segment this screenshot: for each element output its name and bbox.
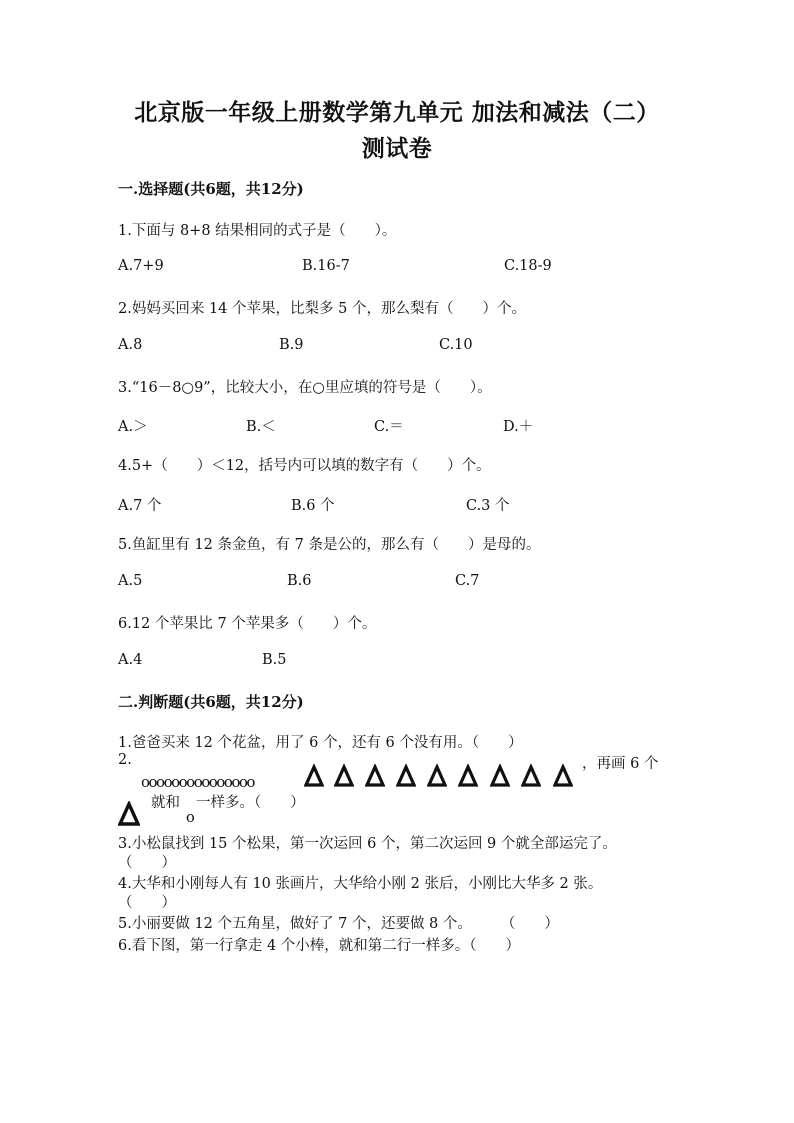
option-6b: B.5 xyxy=(262,652,287,668)
page-title: 北京版一年级上册数学第九单元 加法和减法（二） xyxy=(134,99,660,126)
option-5c: C.7 xyxy=(455,573,480,589)
question-4: 4.5+（ ）＜12，括号内可以填的数字有（ ）个。 xyxy=(118,458,491,474)
option-3c: C.＝ xyxy=(374,419,404,435)
triangle-icon xyxy=(304,764,324,788)
triangle-icon xyxy=(396,764,416,788)
judge-question-4-paren: （ ） xyxy=(118,895,176,911)
option-2b: B.9 xyxy=(279,337,304,353)
page-subtitle: 测试卷 xyxy=(361,135,433,162)
question-5: 5.鱼缸里有 12 条金鱼，有 7 条是公的，那么有（ ）是母的。 xyxy=(118,537,541,553)
judge-question-2-line2b: 一样多。（ ） xyxy=(196,795,305,811)
option-1a: A.7+9 xyxy=(118,258,164,274)
option-4b: B.6 个 xyxy=(291,498,335,514)
judge-question-2-number: 2. xyxy=(118,752,132,768)
question-3: 3.“16－8○9”，比较大小，在○里应填的符号是（ ）。 xyxy=(118,380,492,396)
question-2: 2.妈妈买回来 14 个苹果，比梨多 5 个，那么梨有（ ）个。 xyxy=(118,301,526,317)
triangle-icon xyxy=(118,801,140,827)
judge-question-5: 5.小丽要做 12 个五角星，做好了 7 个，还要做 8 个。 （ ） xyxy=(118,916,559,932)
judge-question-2-period: o xyxy=(186,810,195,826)
option-1b: B.16-7 xyxy=(302,258,350,274)
option-3a: A.＞ xyxy=(118,419,148,435)
circle-row: ooooooooooooooo xyxy=(141,773,254,791)
option-3b: B.＜ xyxy=(246,419,276,435)
judge-question-2-line2: 就和 xyxy=(151,795,180,811)
question-6: 6.12 个苹果比 7 个苹果多（ ）个。 xyxy=(118,616,377,632)
triangle-icon xyxy=(553,764,573,788)
judge-question-1: 1.爸爸买来 12 个花盆，用了 6 个，还有 6 个没有用。（ ） xyxy=(118,735,523,751)
section-heading-choice: 一.选择题(共6题，共12分) xyxy=(118,180,304,198)
section-heading-judge: 二.判断题(共6题，共12分) xyxy=(118,693,304,711)
option-4c: C.3 个 xyxy=(466,498,510,514)
judge-question-6: 6.看下图，第一行拿走 4 个小棒，就和第二行一样多。（ ） xyxy=(118,938,521,954)
option-2c: C.10 xyxy=(439,337,473,353)
triangle-icon xyxy=(458,764,478,788)
option-3d: D.＋ xyxy=(503,419,534,435)
option-1c: C.18-9 xyxy=(504,258,552,274)
question-1: 1.下面与 8+8 结果相同的式子是（ ）。 xyxy=(118,223,397,239)
judge-question-3: 3.小松鼠找到 15 个松果，第一次运回 6 个，第二次运回 9 个就全部运完了。 xyxy=(118,836,617,852)
triangle-icon xyxy=(334,764,354,788)
judge-question-4: 4.大华和小刚每人有 10 张画片，大华给小刚 2 张后，小刚比大华多 2 张。 xyxy=(118,876,603,892)
triangle-icon xyxy=(365,764,385,788)
option-4a: A.7 个 xyxy=(118,498,162,514)
triangle-icon xyxy=(521,764,541,788)
judge-question-3-paren: （ ） xyxy=(118,855,176,871)
triangle-icon xyxy=(427,764,447,788)
judge-question-2-tail: ，再画 6 个 xyxy=(582,756,659,772)
option-6a: A.4 xyxy=(118,652,143,668)
option-5a: A.5 xyxy=(118,573,143,589)
option-2a: A.8 xyxy=(118,337,143,353)
option-5b: B.6 xyxy=(287,573,312,589)
triangle-icon xyxy=(490,764,510,788)
